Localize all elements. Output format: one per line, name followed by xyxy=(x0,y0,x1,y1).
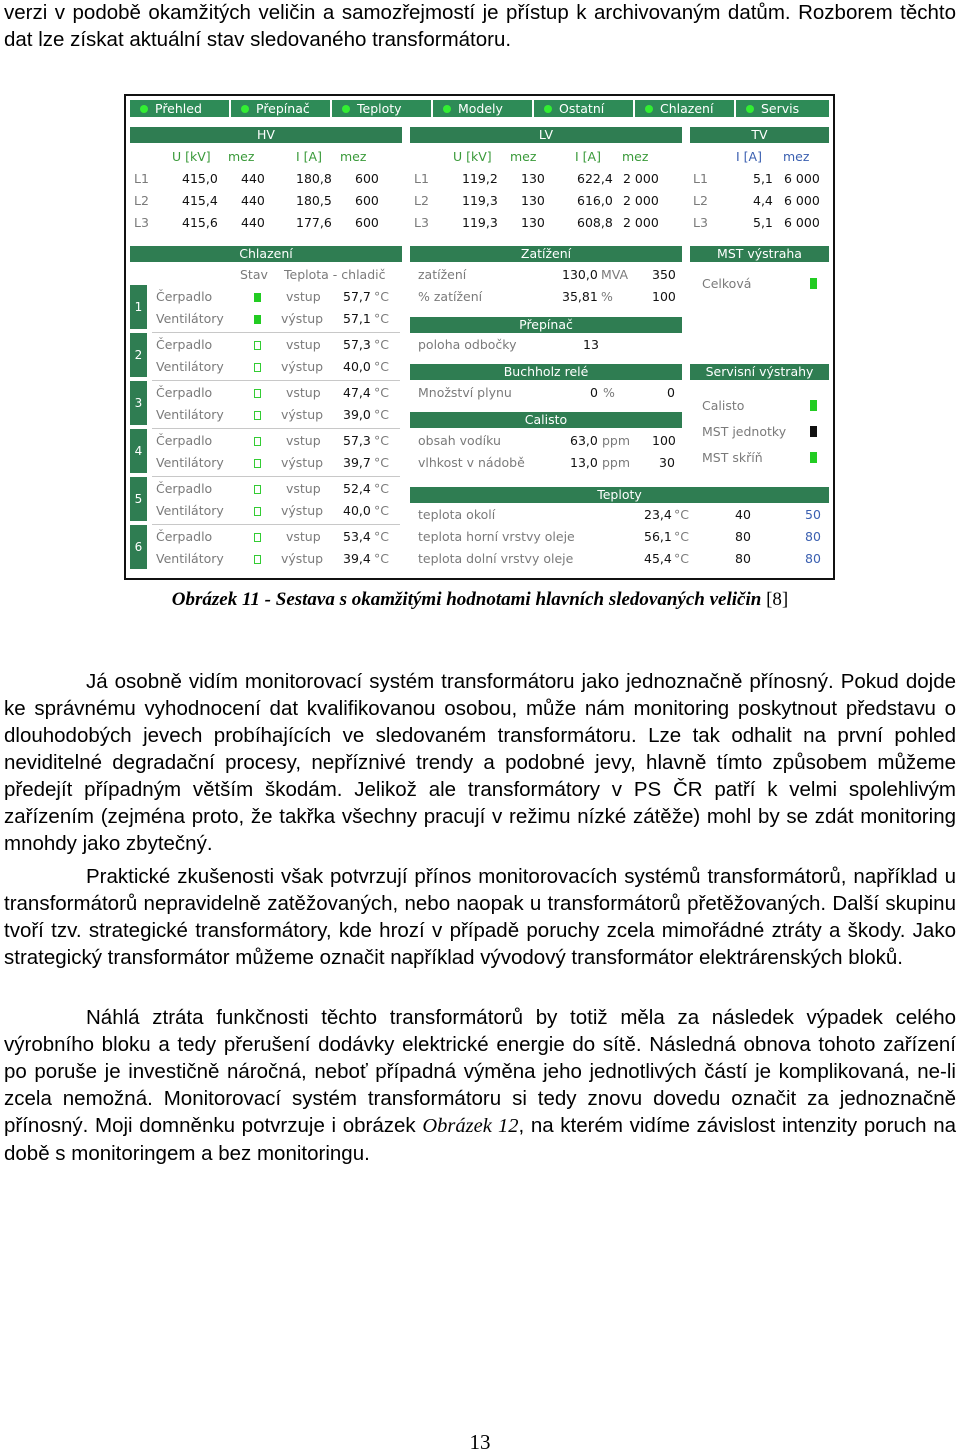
fans-label: Ventilátory xyxy=(156,311,224,326)
paragraph-3 xyxy=(4,1004,956,1167)
tap-position-value: 13 xyxy=(583,337,599,352)
temp-unit: °C xyxy=(374,385,389,400)
outlet-label: výstup xyxy=(281,503,324,518)
hv-u-limit: 440 xyxy=(241,193,265,208)
hv-phase: L3 xyxy=(134,215,149,230)
lv-phase: L2 xyxy=(414,193,429,208)
temp-unit: °C xyxy=(374,311,389,326)
temp-unit: °C xyxy=(374,359,389,374)
hydrogen-label: obsah vodíku xyxy=(418,433,501,448)
mst-total-indicator xyxy=(810,278,817,289)
outlet-label: výstup xyxy=(281,551,324,566)
cooling-header: Chlazení xyxy=(130,246,402,262)
top-oil-temp-unit: °C xyxy=(674,529,689,544)
hv-i-value: 177,6 xyxy=(296,215,332,230)
gas-amount-unit: % xyxy=(603,385,615,400)
pump-label: Čerpadlo xyxy=(156,433,213,448)
inlet-label: vstup xyxy=(286,385,321,400)
top-oil-temp-warn: 80 xyxy=(735,529,751,544)
fans-status-indicator xyxy=(254,315,261,324)
hv-header: HV xyxy=(130,127,402,143)
hv-i-value: 180,8 xyxy=(296,171,332,186)
service-calisto-indicator xyxy=(810,400,817,411)
hv-col-umez: mez xyxy=(228,149,255,164)
paragraph-3-text: Náhlá ztráta funkčnosti těchto transformátorů by totiž měla za následek výpadek celého výrobního bloku a tedy přerušení dodávky elektrické energie do sítě. Následná obnova tohoto zařízení po poruše je investičně náročná, neboť případná výměna jeho jednotlivých částí je komplikovaná, ne-li zcela nemožná. Monitorovací systém transformátoru si tedy znovu dovedu označit za jednoznačně přínosný. Moji domněnku potvrzuje i obrázek xyxy=(4,1006,956,1137)
load-percent-limit: 100 xyxy=(652,289,676,304)
fans-status-indicator xyxy=(254,411,261,420)
bottom-oil-temp-unit: °C xyxy=(674,551,689,566)
fans-label: Ventilátory xyxy=(156,359,224,374)
cooling-group-number: 2 xyxy=(130,333,147,377)
inlet-temp: 57,7 xyxy=(343,289,371,304)
hv-u-limit: 440 xyxy=(241,171,265,186)
tv-i-value: 4,4 xyxy=(753,193,773,208)
top-oil-temp-value: 56,1 xyxy=(644,529,672,544)
load-header: Zatížení xyxy=(410,246,682,262)
tab-servis[interactable]: Servis xyxy=(736,100,829,117)
pump-label: Čerpadlo xyxy=(156,529,213,544)
outlet-temp: 39,4 xyxy=(343,551,371,566)
tv-i-value: 5,1 xyxy=(753,215,773,230)
ambient-temp-warn: 40 xyxy=(735,507,751,522)
outlet-temp: 40,0 xyxy=(343,503,371,518)
cooling-col-stav: Stav xyxy=(240,267,268,282)
lv-phase: L1 xyxy=(414,171,429,186)
divider xyxy=(152,380,400,381)
temp-unit: °C xyxy=(374,337,389,352)
hydrogen-limit: 100 xyxy=(652,433,676,448)
transformer-dashboard xyxy=(124,94,835,580)
buchholz-header: Buchholz relé xyxy=(410,364,682,380)
caption-reference: [8] xyxy=(761,589,789,610)
lv-col-imez: mez xyxy=(622,149,649,164)
pump-status-indicator xyxy=(254,389,261,398)
hv-i-value: 180,5 xyxy=(296,193,332,208)
bottom-oil-temp-label: teplota dolní vrstvy oleje xyxy=(418,551,574,566)
outlet-label: výstup xyxy=(281,455,324,470)
inlet-label: vstup xyxy=(286,481,321,496)
hv-u-limit: 440 xyxy=(241,215,265,230)
fans-status-indicator xyxy=(254,363,261,372)
tv-i-limit: 6 000 xyxy=(784,215,820,230)
temp-unit: °C xyxy=(374,455,389,470)
fans-status-indicator xyxy=(254,459,261,468)
outlet-label: výstup xyxy=(281,311,324,326)
cooling-group-number: 3 xyxy=(130,381,147,425)
outlet-temp: 57,1 xyxy=(343,311,371,326)
load-percent-value: 35,81 xyxy=(562,289,598,304)
lv-col-i: I [A] xyxy=(575,149,601,164)
moisture-limit: 30 xyxy=(659,455,675,470)
mst-total-label: Celková xyxy=(702,276,752,291)
temp-unit: °C xyxy=(374,503,389,518)
tv-i-limit: 6 000 xyxy=(784,171,820,186)
pump-status-indicator xyxy=(254,293,261,302)
lv-i-limit: 2 000 xyxy=(623,215,659,230)
hv-phase: L2 xyxy=(134,193,149,208)
temp-unit: °C xyxy=(374,433,389,448)
hv-col-u: U [kV] xyxy=(172,149,211,164)
lv-header: LV xyxy=(410,127,682,143)
lv-i-value: 608,8 xyxy=(577,215,613,230)
cooling-group-number: 4 xyxy=(130,429,147,473)
lv-i-value: 622,4 xyxy=(577,171,613,186)
paragraph-2: Praktické zkušenosti však potvrzují přínos monitorovacích systémů transformátorů, například u transformátorů nepravidelně zatěžovaných, nebo naopak u transformátorů přetěžovaných. Další skupinu tvoří tzv. strategické transformátory, kde hrozí v případě poruchy zcela mimořádné ztráty a škody. Jako strategický transformátor můžeme označit například vývodový transformátor elektrárenských bloků. xyxy=(4,865,956,969)
divider xyxy=(152,476,400,477)
hv-i-limit: 600 xyxy=(355,215,379,230)
pump-status-indicator xyxy=(254,485,261,494)
ambient-temp-label: teplota okolí xyxy=(418,507,496,522)
pump-status-indicator xyxy=(254,533,261,542)
lv-u-limit: 130 xyxy=(521,215,545,230)
lv-col-u: U [kV] xyxy=(453,149,492,164)
service-mst-cabinet-indicator xyxy=(810,452,817,463)
hv-i-limit: 600 xyxy=(355,171,379,186)
hv-u-value: 415,4 xyxy=(182,193,218,208)
fans-status-indicator xyxy=(254,555,261,564)
lv-u-value: 119,3 xyxy=(462,193,498,208)
lv-col-umez: mez xyxy=(510,149,537,164)
tap-position-label: poloha odbočky xyxy=(418,337,517,352)
figure-reference-link[interactable]: Obrázek 12 xyxy=(422,1115,519,1137)
bottom-oil-temp-value: 45,4 xyxy=(644,551,672,566)
temp-unit: °C xyxy=(374,551,389,566)
outlet-label: výstup xyxy=(281,407,324,422)
paragraph-3-text-end: , na kterém vidíme závislost intenzity poruch na době s monitoringem a bez monitoringu. xyxy=(4,1114,957,1165)
tab-prehled[interactable]: Přehled xyxy=(130,100,229,117)
service-mst-cabinet-label: MST skříň xyxy=(702,450,763,465)
tv-phase: L2 xyxy=(693,193,708,208)
top-oil-temp-label: teplota horní vrstvy oleje xyxy=(418,529,575,544)
divider xyxy=(152,524,400,525)
inlet-label: vstup xyxy=(286,337,321,352)
tab-teploty[interactable]: Teploty xyxy=(332,100,431,117)
moisture-label: vlhkost v nádobě xyxy=(418,455,525,470)
ambient-temp-unit: °C xyxy=(674,507,689,522)
tab-prepinac[interactable]: Přepínač xyxy=(231,100,330,117)
hv-col-imez: mez xyxy=(340,149,367,164)
status-dot-icon xyxy=(645,105,653,113)
divider xyxy=(152,332,400,333)
inlet-label: vstup xyxy=(286,289,321,304)
hv-u-value: 415,6 xyxy=(182,215,218,230)
inlet-temp: 47,4 xyxy=(343,385,371,400)
pump-status-indicator xyxy=(254,341,261,350)
tab-modely[interactable]: Modely xyxy=(433,100,532,117)
outlet-temp: 40,0 xyxy=(343,359,371,374)
pump-label: Čerpadlo xyxy=(156,289,213,304)
inlet-temp: 53,4 xyxy=(343,529,371,544)
paragraph-1: Já osobně vidím monitorovací systém transformátoru jako jednoznačně přínosný. Pokud dojde ke správnému vyhodnocení dat kvalifikovanou osobou, může nám monitoring poskytnout představu o dlouhodobých jevech probíhajících ve sledovaném transformátoru. Lze tak odhalit na první pohled neviditelné degradační procesy, nepříznivé trendy a podobné jevy, hlavně tímto způsobem můžeme předejít případným větším škodám. Jelikož ale transformátory v PS ČR patří k velmi spolehlivým zařízením (zejména proto, že takřka všechny pracují v režimu nízké zátěže) mohl by se zdát monitoring mnohdy jako zbytečný. xyxy=(4,670,956,855)
service-calisto-label: Calisto xyxy=(702,398,745,413)
moisture-unit: ppm xyxy=(602,455,631,470)
ambient-temp-alarm: 50 xyxy=(805,507,821,522)
lv-i-value: 616,0 xyxy=(577,193,613,208)
load-limit: 350 xyxy=(652,267,676,282)
load-percent-label: % zatížení xyxy=(418,289,483,304)
inlet-temp: 52,4 xyxy=(343,481,371,496)
page-number: 13 xyxy=(469,1430,491,1454)
fans-label: Ventilátory xyxy=(156,407,224,422)
lv-i-limit: 2 000 xyxy=(623,193,659,208)
intro-paragraph: verzi v podobě okamžitých veličin a samozřejmostí je přístup k archivovaným datům. Rozborem těchto dat lze získat aktuální stav sledovaného transformátoru. xyxy=(4,1,956,51)
tv-col-i: I [A] xyxy=(736,149,762,164)
status-dot-icon xyxy=(241,105,249,113)
moisture-value: 13,0 xyxy=(570,455,598,470)
temp-unit: °C xyxy=(374,289,389,304)
temperatures-header: Teploty xyxy=(410,487,829,503)
fans-label: Ventilátory xyxy=(156,551,224,566)
pump-label: Čerpadlo xyxy=(156,481,213,496)
tv-header: TV xyxy=(690,127,829,143)
lv-u-limit: 130 xyxy=(521,193,545,208)
pump-label: Čerpadlo xyxy=(156,385,213,400)
inlet-label: vstup xyxy=(286,433,321,448)
bottom-oil-temp-alarm: 80 xyxy=(805,551,821,566)
lv-u-value: 119,3 xyxy=(462,215,498,230)
status-dot-icon xyxy=(342,105,350,113)
service-warnings-header: Servisní výstrahy xyxy=(690,364,829,380)
cooling-group-number: 6 xyxy=(130,525,147,569)
hydrogen-unit: ppm xyxy=(602,433,631,448)
load-value: 130,0 xyxy=(562,267,598,282)
tv-col-imez: mez xyxy=(783,149,810,164)
tv-phase: L3 xyxy=(693,215,708,230)
cooling-col-temp: Teplota - chladič xyxy=(284,267,386,282)
calisto-header: Calisto xyxy=(410,412,682,428)
fans-label: Ventilátory xyxy=(156,455,224,470)
pump-label: Čerpadlo xyxy=(156,337,213,352)
lv-phase: L3 xyxy=(414,215,429,230)
top-oil-temp-alarm: 80 xyxy=(805,529,821,544)
load-percent-unit: % xyxy=(601,289,613,304)
divider xyxy=(152,428,400,429)
inlet-temp: 57,3 xyxy=(343,337,371,352)
tv-i-value: 5,1 xyxy=(753,171,773,186)
cooling-group-number: 5 xyxy=(130,477,147,521)
hydrogen-value: 63,0 xyxy=(570,433,598,448)
tv-phase: L1 xyxy=(693,171,708,186)
pump-status-indicator xyxy=(254,437,261,446)
inlet-label: vstup xyxy=(286,529,321,544)
tab-ostatni[interactable]: Ostatní xyxy=(534,100,633,117)
lv-i-limit: 2 000 xyxy=(623,171,659,186)
service-mst-units-indicator xyxy=(810,426,817,437)
hv-phase: L1 xyxy=(134,171,149,186)
outlet-label: výstup xyxy=(281,359,324,374)
fans-status-indicator xyxy=(254,507,261,516)
figure-caption xyxy=(0,588,960,612)
service-mst-units-label: MST jednotky xyxy=(702,424,787,439)
bottom-oil-temp-warn: 80 xyxy=(735,551,751,566)
load-label: zatížení xyxy=(418,267,467,282)
load-unit: MVA xyxy=(601,267,629,282)
gas-amount-value: 0 xyxy=(590,385,598,400)
ambient-temp-value: 23,4 xyxy=(644,507,672,522)
outlet-temp: 39,0 xyxy=(343,407,371,422)
mst-warning-header: MST výstraha xyxy=(690,246,829,262)
temp-unit: °C xyxy=(374,481,389,496)
status-dot-icon xyxy=(140,105,148,113)
temp-unit: °C xyxy=(374,529,389,544)
status-dot-icon xyxy=(544,105,552,113)
gas-amount-label: Množství plynu xyxy=(418,385,512,400)
temp-unit: °C xyxy=(374,407,389,422)
hv-i-limit: 600 xyxy=(355,193,379,208)
lv-u-limit: 130 xyxy=(521,171,545,186)
tapchanger-header: Přepínač xyxy=(410,317,682,333)
outlet-temp: 39,7 xyxy=(343,455,371,470)
gas-amount-limit: 0 xyxy=(667,385,675,400)
fans-label: Ventilátory xyxy=(156,503,224,518)
inlet-temp: 57,3 xyxy=(343,433,371,448)
cooling-group-number: 1 xyxy=(130,285,147,329)
tab-chlazeni[interactable]: Chlazení xyxy=(635,100,734,117)
hv-col-i: I [A] xyxy=(296,149,322,164)
hv-u-value: 415,0 xyxy=(182,171,218,186)
status-dot-icon xyxy=(746,105,754,113)
status-dot-icon xyxy=(443,105,451,113)
tv-i-limit: 6 000 xyxy=(784,193,820,208)
caption-text: Obrázek 11 - Sestava s okamžitými hodnotami hlavních sledovaných veličin xyxy=(171,589,762,610)
lv-u-value: 119,2 xyxy=(462,171,498,186)
